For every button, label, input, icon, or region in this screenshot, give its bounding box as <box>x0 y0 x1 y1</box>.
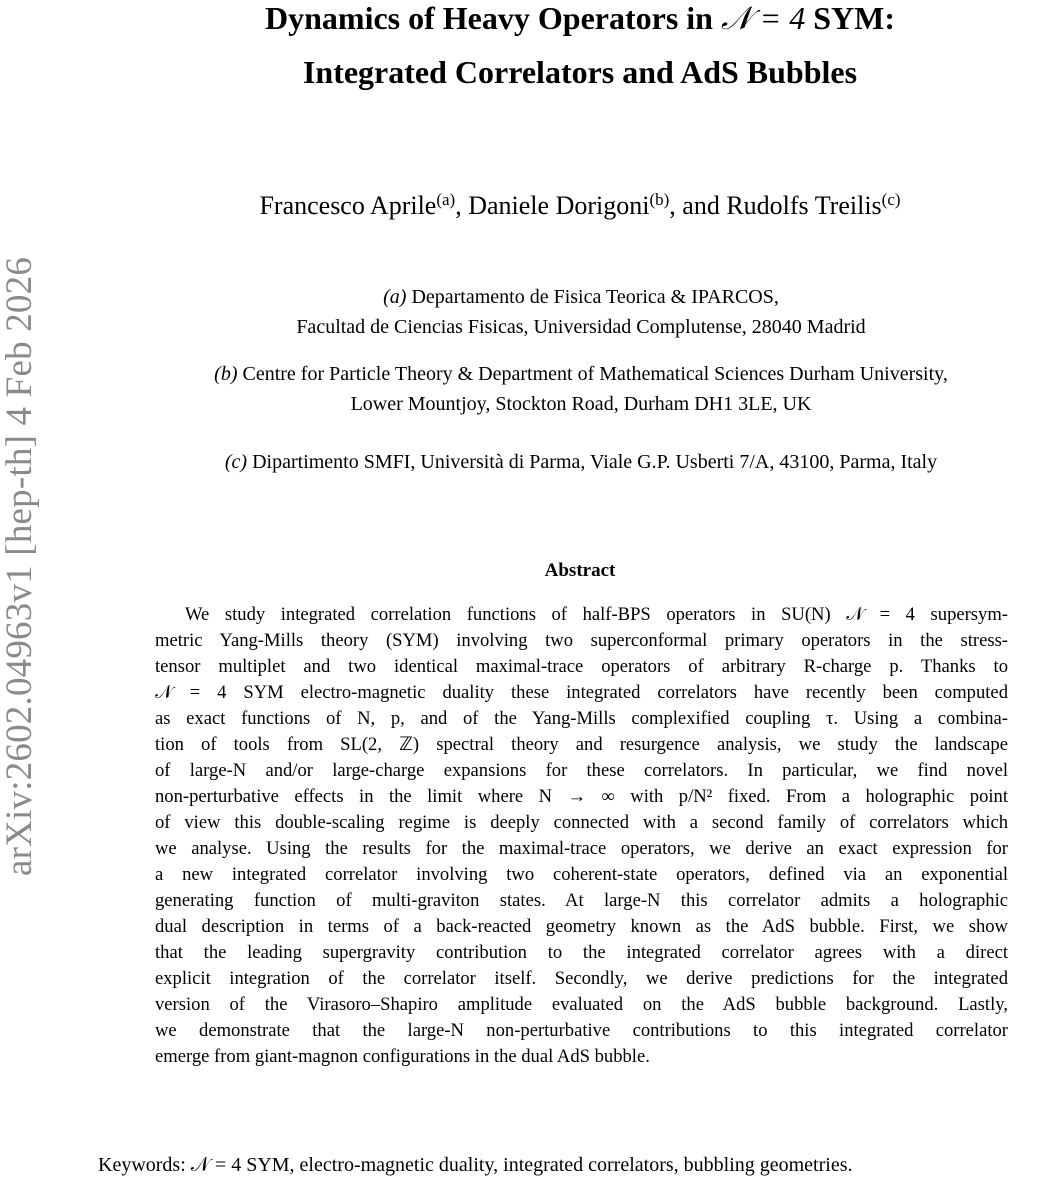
author-mark: (c) <box>881 190 901 209</box>
affiliation-line: Facultad de Ciencias Fisicas, Universidad Complutense, 28040 Madrid <box>296 316 866 338</box>
author-mark: (b) <box>649 190 670 209</box>
affiliation-line: Centre for Particle Theory & Department of Mathematical Sciences Durham University, <box>237 363 948 385</box>
affiliation-c <box>100 447 1039 477</box>
abstract-line: emerge from giant-magnon configurations in the dual AdS bubble. <box>155 1046 650 1067</box>
abstract-line: we demonstrate that the large-N non-perturbative contributions to this integrated correlator <box>155 1020 1008 1041</box>
abstract-line: non-perturbative effects in the limit where N → ∞ with p/N² fixed. From a holographic point <box>155 786 1008 807</box>
abstract-line: 𝒩 = 4 SYM electro-magnetic duality these integrated correlators have recently been computed <box>155 682 1008 703</box>
affiliation-tag: (c) <box>224 451 248 473</box>
author-separator: , <box>455 191 469 220</box>
abstract-body <box>155 602 1008 1070</box>
abstract-line: a new integrated correlator involving two coherent-state operators, defined via an exponential <box>155 864 1008 885</box>
author-name: Francesco Aprile <box>259 191 437 220</box>
abstract-line: that the leading supergravity contribution to the integrated correlator agrees with a direct <box>155 942 1008 963</box>
affiliation-a <box>100 282 1039 342</box>
affiliation-tag: (a) <box>383 286 407 308</box>
abstract-line: of view this double-scaling regime is deeply connected with a second family of correlators which <box>155 812 1008 833</box>
keywords: Keywords: 𝒩 = 4 SYM, electro-magnetic duality, integrated correlators, bubbling geometries. <box>98 1154 853 1176</box>
author-name: Daniele Dorigoni <box>468 191 650 220</box>
abstract-line: We study integrated correlation functions of half-BPS operators in SU(N) 𝒩 = 4 supersym- <box>185 604 1008 625</box>
abstract-line: version of the Virasoro–Shapiro amplitude evaluated on the AdS bubble background. Lastly, <box>155 994 1008 1015</box>
abstract-line: of large-N and/or large-charge expansions for these correlators. In particular, we find novel <box>155 760 1008 781</box>
author-name: Rudolfs Treilis <box>726 191 882 220</box>
author-mark: (a) <box>436 190 456 209</box>
abstract-line: tion of tools from SL(2, ℤ) spectral theory and resurgence analysis, we study the landscape <box>155 734 1008 755</box>
abstract-line: dual description in terms of a back-reacted geometry known as the AdS bubble. First, we show <box>155 916 1008 937</box>
arxiv-stamp <box>0 210 40 922</box>
author-separator: , and <box>669 191 727 220</box>
affiliation-line: Departamento de Fisica Teorica & IPARCOS, <box>406 286 779 308</box>
affiliation-line: Lower Mountjoy, Stockton Road, Durham DH1 3LE, UK <box>350 393 812 415</box>
abstract-line: as exact functions of N, p, and of the Yang-Mills complexified coupling τ. Using a combina- <box>155 708 1008 729</box>
abstract-line: tensor multiplet and two identical maximal-trace operators of arbitrary R-charge p. Thanks to <box>155 656 1008 677</box>
abstract-line: we analyse. Using the results for the maximal-trace operators, we derive an exact expression for <box>155 838 1008 859</box>
arxiv-stamp-text: arXiv:2602.04963v1 [hep-th] 4 Feb 2026 <box>0 256 41 876</box>
author-list <box>120 190 1039 222</box>
affiliation-b <box>100 359 1039 419</box>
title-line1-pre: Dynamics of Heavy Operators in <box>265 0 713 36</box>
abstract-line: explicit integration of the correlator itself. Secondly, we derive predictions for the integrated <box>155 968 1008 989</box>
paper-title-line-1 <box>120 0 1039 45</box>
affiliation-line: Dipartimento SMFI, Università di Parma, Viale G.P. Usberti 7/A, 43100, Parma, Italy <box>247 451 938 473</box>
abstract-line: generating function of multi-graviton states. At large-N this correlator admits a holographic <box>155 890 1008 911</box>
title-line1-math: 𝒩 = 4 <box>720 0 806 36</box>
abstract-heading: Abstract <box>544 560 616 581</box>
paper-title-line-2: Integrated Correlators and AdS Bubbles <box>302 54 858 90</box>
affiliation-tag: (b) <box>214 363 238 385</box>
abstract-line: metric Yang-Mills theory (SYM) involving two superconformal primary operators in the stress- <box>155 630 1008 651</box>
title-line1-post: SYM: <box>813 0 895 36</box>
